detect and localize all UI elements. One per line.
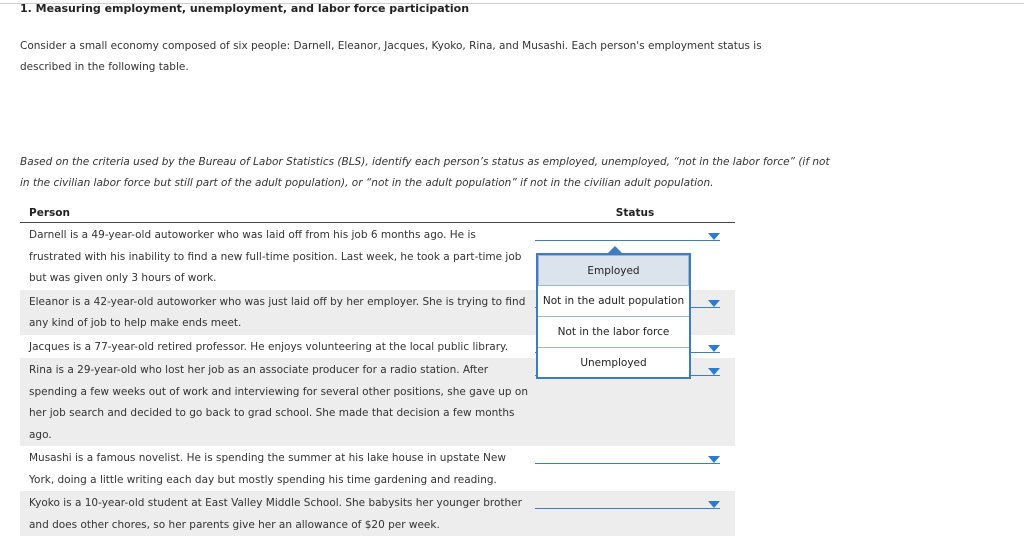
status-column-header: Status <box>535 204 735 223</box>
dropdown-arrow-icon[interactable] <box>708 456 720 463</box>
dropdown-caret-icon <box>608 246 622 253</box>
table-row-musashi <box>20 446 735 491</box>
person-description: Jacques is a 77-year-old retired professor. He enjoys volunteering at the local public library. <box>29 340 509 353</box>
select-underline <box>535 508 720 509</box>
intro-text: Consider a small economy composed of six people: Darnell, Eleanor, Jacques, Kyoko, Rina, and Musashi. Each person's employment status is described in the following table. <box>20 40 762 73</box>
dropdown-arrow-icon[interactable] <box>708 233 720 240</box>
person-description: Kyoko is a 10-year-old student at East Valley Middle School. She babysits her younger brother and does other chores, so her parents give her an allowance of $20 per week. <box>20 491 535 536</box>
person-column-header: Person <box>20 204 535 223</box>
question-title: 1. Measuring employment, unemployment, and labor force participation <box>20 2 470 15</box>
select-underline <box>535 463 720 464</box>
person-description: Rina is a 29-year-old who lost her job as an associate producer for a radio station. After spending a few weeks out of work and interviewing for several other positions, she gave up on her job search and decided to go back to grad school. She made that decision a few months ago. <box>20 358 535 446</box>
person-description: Eleanor is a 42-year-old autoworker who was just laid off by her employer. She is trying to find any kind of job to help make ends meet. <box>20 290 535 335</box>
option-employed[interactable]: Employed <box>538 255 689 286</box>
table-header-row <box>20 204 735 223</box>
instructions-text: Based on the criteria used by the Bureau of Labor Statistics (BLS), identify each person’s status as employed, unemployed, “not in the labor force” (if not in the civilian labor force but still part of the adult population), or “not in the adult population” if not in the civilian adult population. <box>20 156 830 189</box>
option-not-in-adult-population[interactable]: Not in the adult population <box>538 286 689 317</box>
status-select-musashi[interactable] <box>535 446 735 491</box>
dropdown-arrow-icon[interactable] <box>708 300 720 307</box>
dropdown-arrow-icon[interactable] <box>708 345 720 352</box>
person-description: Darnell is a 49-year-old autoworker who was laid off from his job 6 months ago. He is frustrated with his inability to find a new full-time position. Last week, he took a part-time job but was given only 3 hours of work. <box>29 229 522 284</box>
option-unemployed[interactable]: Unemployed <box>580 357 647 369</box>
person-description: Musashi is a famous novelist. He is spending the summer at his lake house in upstate New York, doing a little writing each day but mostly spending his time gardening and reading. <box>29 452 506 486</box>
table-row-kyoko <box>20 491 735 536</box>
status-select-kyoko[interactable] <box>535 491 735 536</box>
option-not-in-labor-force[interactable]: Not in the labor force <box>538 317 689 348</box>
dropdown-arrow-icon[interactable] <box>708 368 720 375</box>
status-dropdown-menu <box>536 253 691 379</box>
dropdown-arrow-icon[interactable] <box>708 501 720 508</box>
select-underline <box>535 240 720 241</box>
